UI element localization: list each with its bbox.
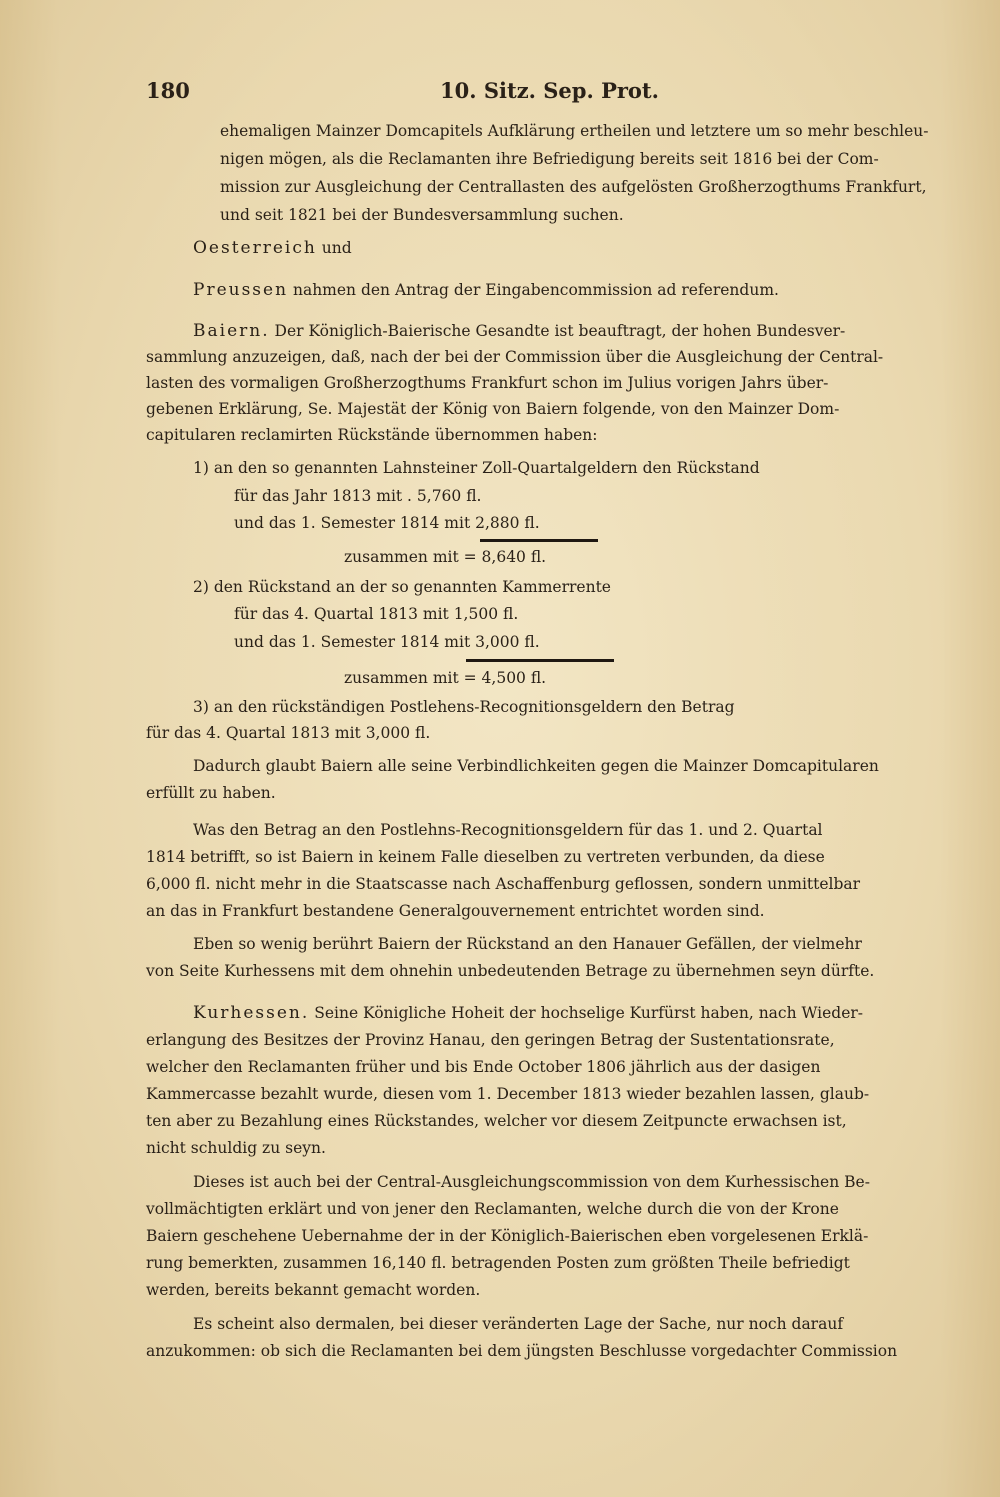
text-line: 1814 betrifft, so ist Baiern in keinem Falle dieselben zu vertreten verbunden, da diese [146,848,825,866]
list-item: und das 1. Semester 1814 mit 2,880 fl. [234,514,540,532]
text-line: Dieses ist auch bei der Central-Ausgleichungscommission von dem Kurhessischen Be- [193,1173,870,1191]
text-line: welcher den Reclamanten früher und bis Ende October 1806 jährlich aus der dasigen [146,1058,821,1076]
text-line: Baiern geschehene Uebernahme der in der Königlich-Baierischen eben vorgelesenen Erklä- [146,1227,869,1245]
text-line: erfüllt zu haben. [146,784,276,802]
text-line: ten aber zu Bezahlung eines Rückstandes, welcher vor diesem Zeitpuncte erwachsen ist, [146,1112,847,1130]
text-line: ehemaligen Mainzer Domcapitels Aufklärung ertheilen und letztere um so mehr beschleu- [220,122,929,140]
text-line: von Seite Kurhessens mit dem ohnehin unbedeutenden Betrage zu übernehmen seyn dürfte. [146,962,875,980]
baiern-line: Baiern. Der Königlich-Baierische Gesandte ist beauftragt, der hohen Bundesver- [193,321,846,341]
oesterreich-line: Oesterreich und [193,238,352,258]
sum-rule [480,539,598,542]
text-line: capitularen reclamirten Rückstände übernommen haben: [146,426,598,444]
text-line: anzukommen: ob sich die Reclamanten bei dem jüngsten Beschlusse vorgedachter Commission [146,1342,898,1360]
sum-rule [466,659,614,662]
running-title: 10. Sitz. Sep. Prot. [440,78,659,103]
state-name-oesterreich: Oesterreich [193,238,317,258]
text-line: gebenen Erklärung, Se. Majestät der König von Baiern folgende, von den Mainzer Dom- [146,400,840,418]
list-item: 2) den Rückstand an der so genannten Kammerrente [193,578,611,596]
text-line: Eben so wenig berührt Baiern der Rückstand an den Hanauer Gefällen, der vielmehr [193,935,862,953]
text-line: Es scheint also dermalen, bei dieser veränderten Lage der Sache, nur noch darauf [193,1315,844,1333]
text-line: Dadurch glaubt Baiern alle seine Verbindlichkeiten gegen die Mainzer Domcapitularen [193,757,879,775]
text-line: werden, bereits bekannt gemacht worden. [146,1281,481,1299]
text-line: sammlung anzuzeigen, daß, nach der bei der Commission über die Ausgleichung der Central- [146,348,884,366]
text-line: und seit 1821 bei der Bundesversammlung suchen. [220,206,624,224]
preussen-line: Preussen nahmen den Antrag der Eingabencommission ad referendum. [193,280,779,300]
text-line: lasten des vormaligen Großherzogthums Frankfurt schon im Julius vorigen Jahrs über- [146,374,829,392]
page-number: 180 [146,78,190,103]
text-line: rung bemerkten, zusammen 16,140 fl. betragenden Posten zum größten Theile befriedigt [146,1254,850,1272]
state-name-baiern: Baiern. [193,321,270,341]
text-line: mission zur Ausgleichung der Centrallasten des aufgelösten Großherzogthums Frankfurt, [220,178,927,196]
kurhessen-line: Kurhessen. Seine Königliche Hoheit der hochselige Kurfürst haben, nach Wieder- [193,1003,864,1023]
text-line: erlangung des Besitzes der Provinz Hanau, den geringen Betrag der Sustentationsrate, [146,1031,835,1049]
sum-line: zusammen mit = 4,500 fl. [344,669,547,687]
text-line: Kammercasse bezahlt wurde, diesen vom 1. December 1813 wieder bezahlen lassen, glaub- [146,1085,870,1103]
sum-line: zusammen mit = 8,640 fl. [344,548,547,566]
list-item: und das 1. Semester 1814 mit 3,000 fl. [234,633,540,651]
state-name-preussen: Preussen [193,280,289,300]
text-line: nicht schuldig zu seyn. [146,1139,326,1157]
list-item: 1) an den so genannten Lahnsteiner Zoll-Quartalgeldern den Rückstand [193,459,760,477]
state-name-kurhessen: Kurhessen. [193,1003,310,1023]
list-item: für das 4. Quartal 1813 mit 1,500 fl. [234,605,519,623]
text-line: 6,000 fl. nicht mehr in die Staatscasse nach Aschaffenburg geflossen, sondern unmittelbar [146,875,861,893]
text-line: vollmächtigten erklärt und von jener den Reclamanten, welche durch die von der Krone [146,1200,839,1218]
text-line: nigen mögen, als die Reclamanten ihre Befriedigung bereits seit 1816 bei der Com- [220,150,879,168]
list-item: 3) an den rückständigen Postlehens-Recognitionsgeldern den Betrag [193,698,735,716]
text-line: Was den Betrag an den Postlehns-Recognitionsgeldern für das 1. und 2. Quartal [193,821,823,839]
list-item: für das Jahr 1813 mit . 5,760 fl. [234,487,482,505]
list-item: für das 4. Quartal 1813 mit 3,000 fl. [146,724,431,742]
text-line: an das in Frankfurt bestandene Generalgouvernement entrichtet worden sind. [146,902,765,920]
